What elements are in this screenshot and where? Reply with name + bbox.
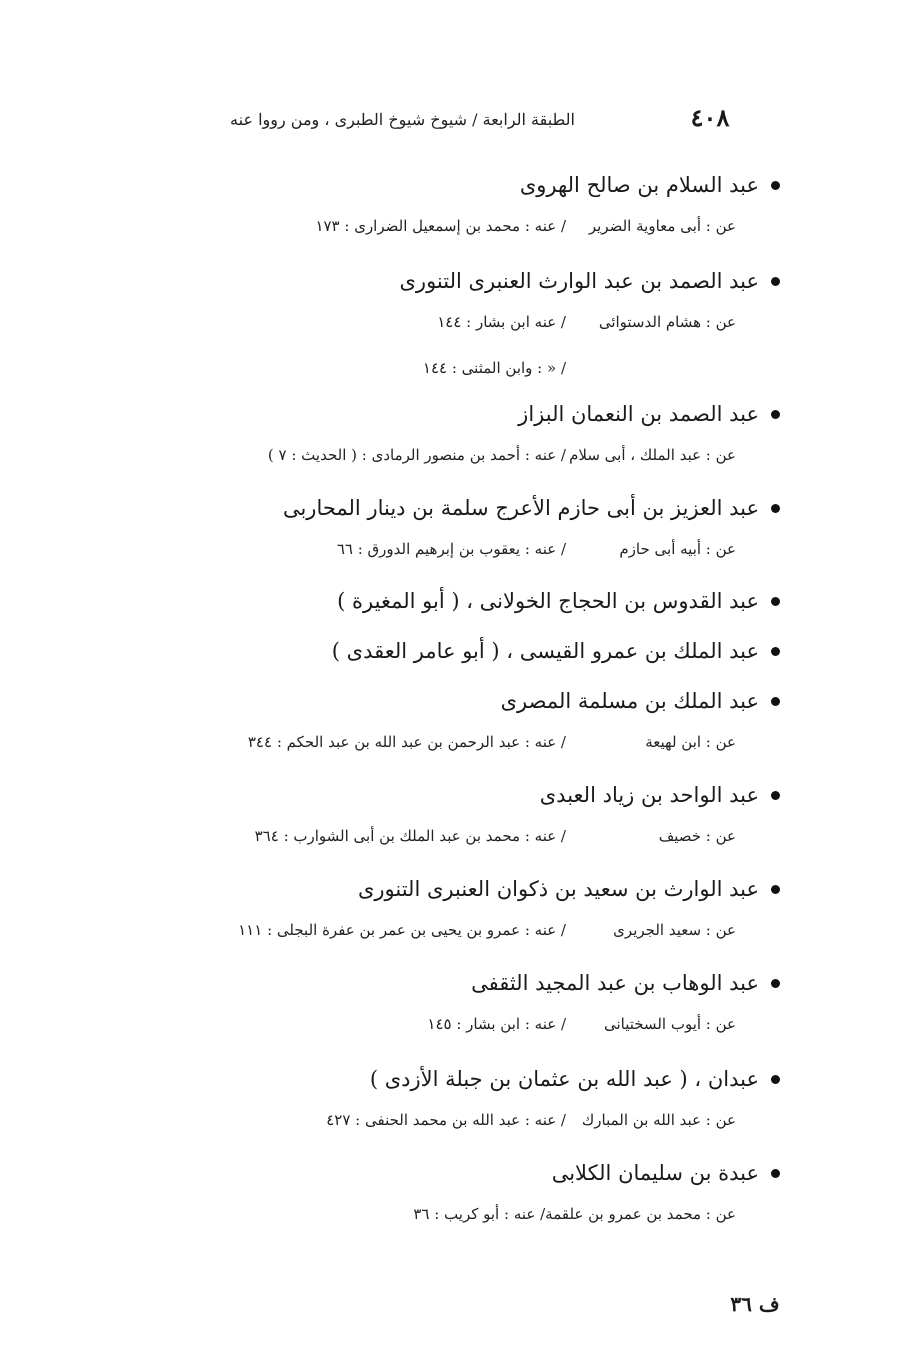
entry-name-line xyxy=(100,168,780,202)
entry-name: عبد الملك بن مسلمة المصرى xyxy=(500,689,759,713)
narrated-from: عن : عبد الله بن المبارك xyxy=(581,1111,736,1129)
entry-name: عبد الوارث بن سعيد بن ذكوان العنبرى التنورى xyxy=(357,877,759,901)
entry-name: عبد الواحد بن زياد العبدى xyxy=(539,783,759,807)
bullet-icon xyxy=(771,697,780,706)
entry-name: عبد القدوس بن الحجاج الخولانى ، ( أبو المغيرة ) xyxy=(337,589,759,613)
entry-name: عبدة بن سليمان الكلابى xyxy=(551,1161,759,1185)
narrated-by: / عنه : محمد بن إسمعيل الضرارى : ١٧٣ xyxy=(315,217,566,235)
entry xyxy=(100,397,780,467)
reference-line xyxy=(100,1012,780,1036)
page-number: ٤٠٨ xyxy=(690,103,730,132)
narrated-by: / عنه : يعقوب بن إبرهيم الدورق : ٦٦ xyxy=(336,540,566,558)
bullet-icon xyxy=(771,277,780,286)
bullet-icon xyxy=(771,1169,780,1178)
narrated-from: عن : محمد بن عمرو بن علقمة xyxy=(545,1205,736,1223)
bullet-icon xyxy=(771,504,780,513)
narrated-by: / « : وابن المثنى : ١٤٤ xyxy=(422,359,566,377)
entry-name-line xyxy=(100,264,780,298)
bullet-icon xyxy=(771,885,780,894)
entry-name-line xyxy=(100,684,780,718)
entry-name-line xyxy=(100,778,780,812)
entry-name: عبد الوهاب بن عبد المجيد الثقفى xyxy=(471,971,759,995)
entry xyxy=(100,584,780,618)
entry-name: عبد العزيز بن أبى حازم الأعرج سلمة بن دينار المحاربى xyxy=(282,496,759,520)
entry xyxy=(100,1156,780,1226)
narrated-from: عن : أبى معاوية الضرير xyxy=(588,217,736,235)
reference-line xyxy=(100,356,780,380)
signature-mark: ف ٣٦ xyxy=(730,1292,780,1316)
entry-name: عبد الصمد بن عبد الوارث العنبرى التنورى xyxy=(399,269,759,293)
reference-line xyxy=(100,1108,780,1132)
narrated-by: / عنه : أحمد بن منصور الرمادى : ( الحديث : ٧ ) xyxy=(267,446,566,464)
narrated-from: عن : خصيف xyxy=(658,827,736,845)
reference-line xyxy=(100,537,780,561)
entry-name: عبد السلام بن صالح الهروى xyxy=(519,173,759,197)
entry-name-line xyxy=(100,584,780,618)
entry-name-line xyxy=(100,966,780,1000)
entry xyxy=(100,966,780,1036)
reference-line xyxy=(100,730,780,754)
narrated-by: / عنه : أبو كريب : ٣٦ xyxy=(413,1205,546,1223)
bullet-icon xyxy=(771,979,780,988)
narrated-by: / عنه : عبد الرحمن بن عبد الله بن عبد الحكم : ٣٤٤ xyxy=(247,733,566,751)
reference-line xyxy=(100,1202,780,1226)
entry-name-line xyxy=(100,397,780,431)
reference-line xyxy=(100,824,780,848)
entry xyxy=(100,264,780,380)
entry xyxy=(100,1062,780,1132)
narrated-from: عن : سعيد الجريرى xyxy=(613,921,736,939)
entry-name: عبدان ، ( عبد الله بن عثمان بن جبلة الأزدى ) xyxy=(369,1067,759,1091)
narrated-by: / عنه : محمد بن عبد الملك بن أبى الشوارب : ٣٦٤ xyxy=(254,827,566,845)
entry-name: عبد الملك بن عمرو القيسى ، ( أبو عامر العقدى ) xyxy=(331,639,759,663)
entry xyxy=(100,872,780,942)
entry xyxy=(100,168,780,238)
bullet-icon xyxy=(771,647,780,656)
narrated-from: عن : أبيه أبى حازم xyxy=(619,540,736,558)
reference-line xyxy=(100,918,780,942)
entry-name-line xyxy=(100,634,780,668)
entry-name: عبد الصمد بن النعمان البزاز xyxy=(518,402,759,426)
entry-name-line xyxy=(100,1156,780,1190)
narrated-by: / عنه : عمرو بن يحيى بن عمر بن عفرة البجلى : ١١١ xyxy=(238,921,566,939)
entry xyxy=(100,634,780,668)
reference-line xyxy=(100,310,780,334)
entry xyxy=(100,778,780,848)
narrated-from: عن : ابن لهيعة xyxy=(645,733,736,751)
narrated-by: / عنه : ابن بشار : ١٤٥ xyxy=(427,1015,566,1033)
bullet-icon xyxy=(771,597,780,606)
entry-name-line xyxy=(100,872,780,906)
entry xyxy=(100,684,780,754)
entry-name-line xyxy=(100,1062,780,1096)
narrated-from: عن : عبد الملك ، أبى سلام xyxy=(569,446,736,464)
bullet-icon xyxy=(771,410,780,419)
running-title: الطبقة الرابعة / شيوخ شيوخ الطبرى ، ومن رووا عنه xyxy=(230,110,575,129)
entry xyxy=(100,491,780,561)
entry-name-line xyxy=(100,491,780,525)
narrated-from: عن : أيوب السختيانى xyxy=(603,1015,736,1033)
narrated-from: عن : هشام الدستوائى xyxy=(598,313,736,331)
narrated-by: / عنه ابن بشار : ١٤٤ xyxy=(437,313,566,331)
narrated-by: / عنه : عبد الله بن محمد الحنفى : ٤٢٧ xyxy=(326,1111,566,1129)
reference-line xyxy=(100,443,780,467)
bullet-icon xyxy=(771,791,780,800)
reference-line xyxy=(100,214,780,238)
bullet-icon xyxy=(771,1075,780,1084)
bullet-icon xyxy=(771,181,780,190)
